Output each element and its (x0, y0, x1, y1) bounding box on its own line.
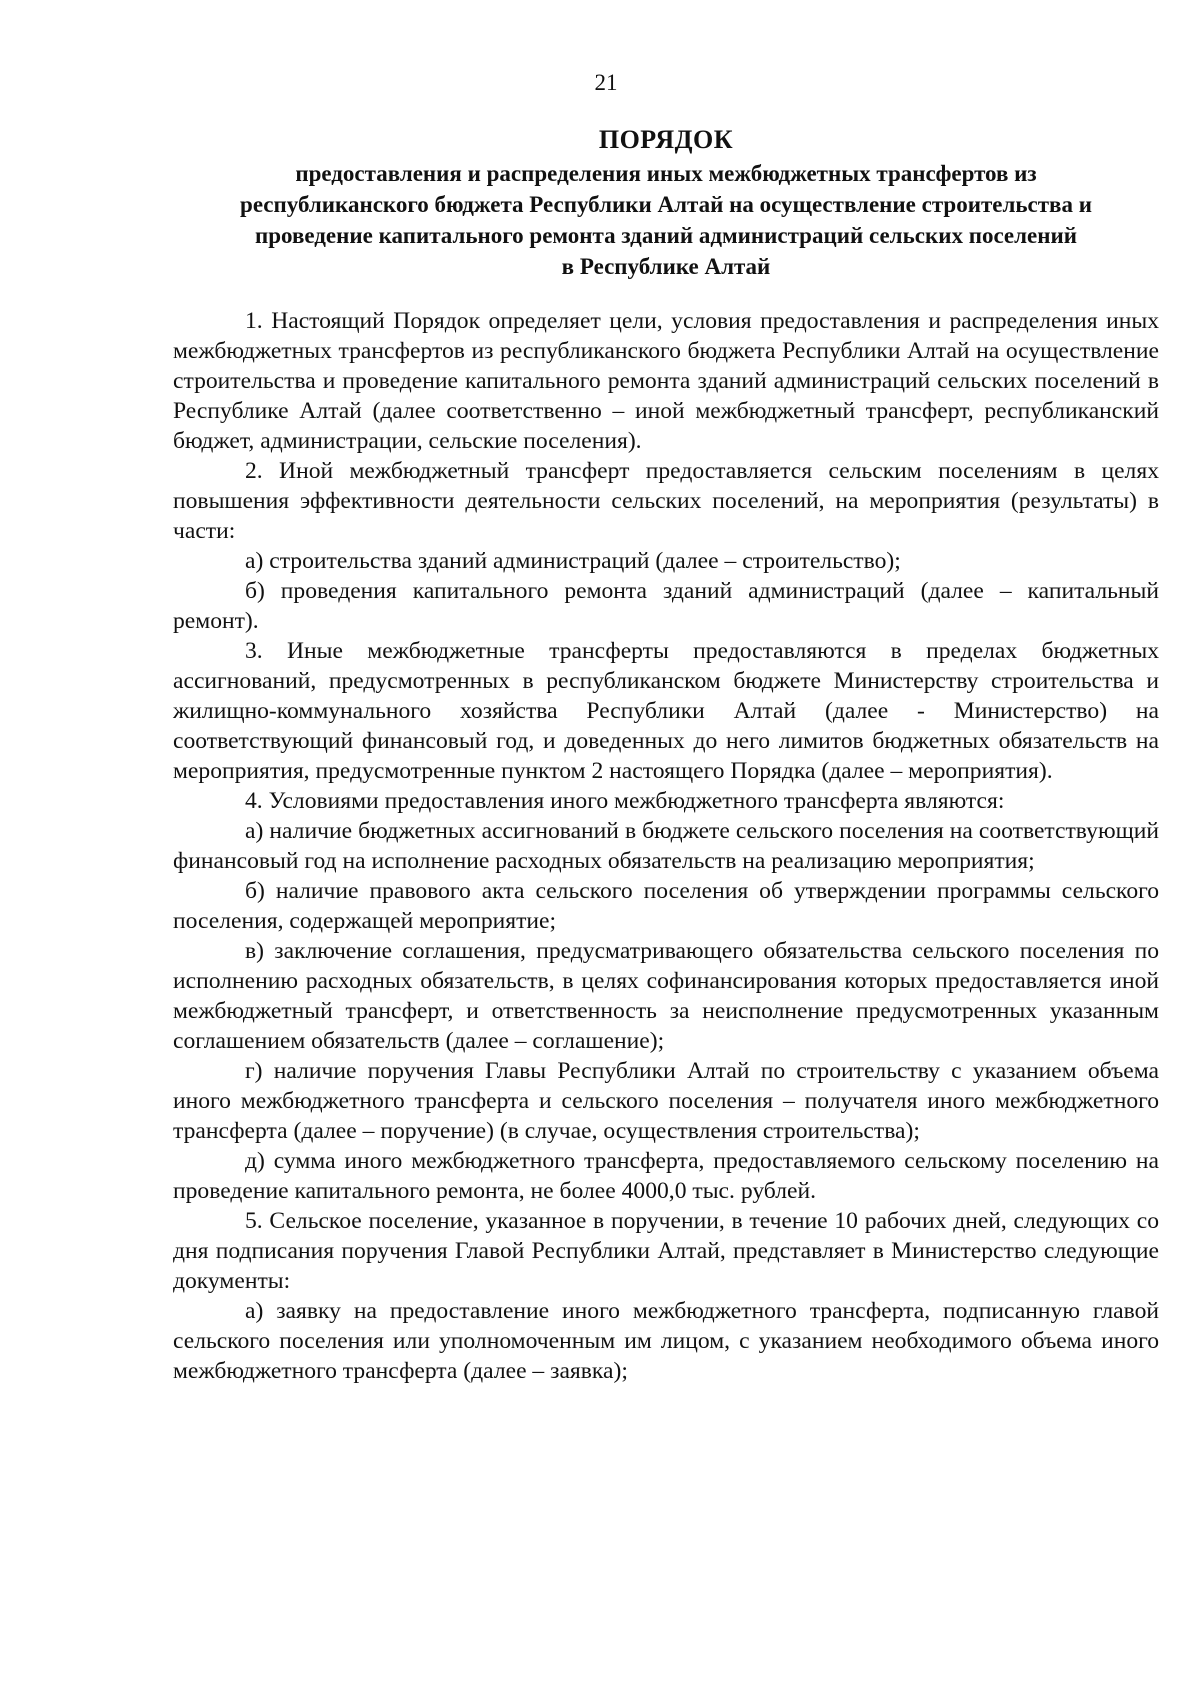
document-body (173, 306, 1159, 1386)
paragraph-5a: а) заявку на предоставление иного межбюджетного трансферта, подписанную главой сельского поселения или уполномоченным им лицом, с указанием необходимого объема иного межбюджетного трансферта (далее – заявка); (173, 1298, 1159, 1384)
paragraph-2a: а) строительства зданий администраций (далее – строительство); (245, 548, 901, 574)
document-subtitle-line: предоставления и распределения иных межбюджетных трансфертов из (295, 161, 1037, 186)
paragraph-4: 4. Условиями предоставления иного межбюджетного трансферта являются: (245, 788, 1005, 814)
paragraph-4d: г) наличие поручения Главы Республики Алтай по строительству с указанием объема иного межбюджетного трансферта и сельского поселения – получателя иного межбюджетного трансферта (далее – поручение) (в случае, осуществления строительства); (173, 1058, 1159, 1144)
document-subtitle-line: проведение капитального ремонта зданий администраций сельских поселений (254, 223, 1078, 248)
paragraph-3: 3. Иные межбюджетные трансферты предоставляются в пределах бюджетных ассигнований, предусмотренных в республиканском бюджете Министерству строительства и жилищно-коммунального хозяйства Республики Алтай (далее - Министерство) на соответствующий финансовый год, и доведенных до него лимитов бюджетных обязательств на мероприятия, предусмотренные пунктом 2 настоящего Порядка (далее – мероприятия). (173, 638, 1159, 784)
paragraph-4a: а) наличие бюджетных ассигнований в бюджете сельского поселения на соответствующий финансовый год на исполнение расходных обязательств на реализацию мероприятия; (173, 818, 1159, 874)
document-subtitle-line: в Республике Алтай (561, 254, 771, 279)
paragraph-4b: б) наличие правового акта сельского поселения об утверждении программы сельского поселения, содержащей мероприятие; (173, 878, 1159, 934)
paragraph-5: 5. Сельское поселение, указанное в поручении, в течение 10 рабочих дней, следующих со дня подписания поручения Главой Республики Алтай, представляет в Министерство следующие документы: (173, 1208, 1159, 1294)
paragraph-2b: б) проведения капитального ремонта зданий администраций (далее – капитальный ремонт). (173, 578, 1159, 634)
page-number: 21 (594, 70, 618, 95)
document-title: ПОРЯДОК (598, 125, 734, 154)
paragraph-2: 2. Иной межбюджетный трансферт предоставляется сельским поселениям в целях повышения эффективности деятельности сельских поселений, на мероприятия (результаты) в части: (173, 458, 1159, 544)
document-heading (170, 124, 1162, 282)
paragraph-4c: в) заключение соглашения, предусматривающего обязательства сельского поселения по исполнению расходных обязательств, в целях софинансирования которых предоставляется иной межбюджетный трансферт, и ответственность за неисполнение предусмотренных указанным соглашением обязательств (далее – соглашение); (173, 938, 1159, 1054)
document-subtitle-line: республиканского бюджета Республики Алтай на осуществление строительства и (240, 192, 1092, 217)
paragraph-4e: д) сумма иного межбюджетного трансферта, предоставляемого сельскому поселению на проведение капитального ремонта, не более 4000,0 тыс. рублей. (173, 1148, 1159, 1204)
paragraph-1: 1. Настоящий Порядок определяет цели, условия предоставления и распределения иных межбюджетных трансфертов из республиканского бюджета Республики Алтай на осуществление строительства и проведение капитального ремонта зданий администраций сельских поселений в Республике Алтай (далее соответственно – иной межбюджетный трансферт, республиканский бюджет, администрации, сельские поселения). (173, 308, 1159, 454)
